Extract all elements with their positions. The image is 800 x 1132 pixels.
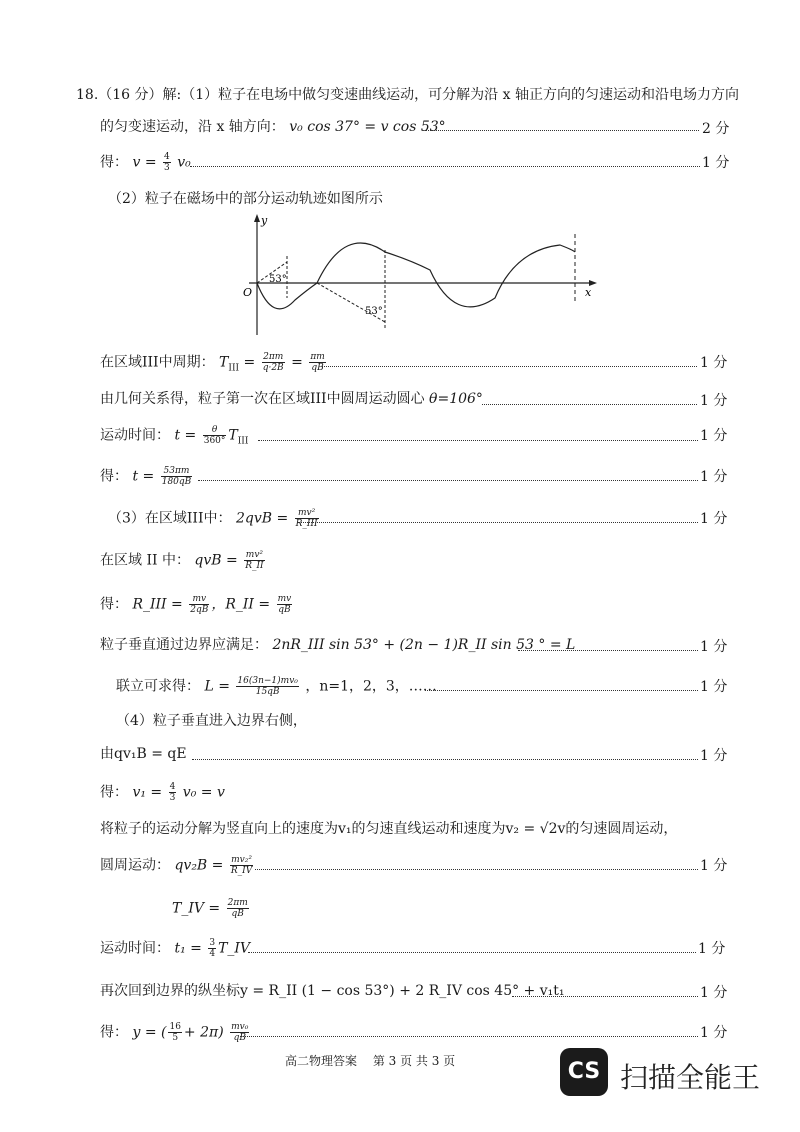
q18-line1: 18.（16 分）解:（1）粒子在电场中做匀变速曲线运动，可分解为沿 x 轴正方向的匀速运动和沿电场力方向: [76, 87, 739, 103]
dots: [298, 522, 698, 523]
score: 1 分: [698, 941, 726, 957]
eq-boundary: [100, 636, 575, 654]
fraction: $\frac{4}{3}$: [169, 782, 176, 803]
eq-radii: [100, 594, 294, 615]
eq-circular: [100, 855, 255, 876]
eq-part: v₁ =: [132, 784, 163, 801]
eq-vx: v₀ cos 37° = v cos 53°: [289, 119, 446, 135]
decompose-line: 将粒子的运动分解为竖直向上的速度为v₁的匀速直线运动和速度为v₂ = √2v的匀速圆周运动，: [100, 821, 678, 837]
dots: [248, 952, 696, 953]
eq-part: ，n=1，2，3，……: [305, 678, 437, 695]
eq-v1: [100, 782, 225, 803]
fraction: $\frac{16}{5}$: [169, 1022, 181, 1043]
eq-part: θ=106°: [429, 391, 483, 407]
label: 运动时间：: [100, 427, 170, 444]
eq-part: T_IV: [218, 940, 251, 957]
score: 1 分: [700, 355, 728, 371]
trajectory-figure: [235, 210, 605, 340]
score: 1 分: [700, 985, 728, 1001]
score: 1 分: [700, 679, 728, 695]
q18-line2: [100, 118, 446, 136]
score: 1 分: [700, 639, 728, 655]
eq-part: y = (: [132, 1024, 167, 1041]
label: （3）在区域III中：: [108, 510, 232, 527]
eq-part: T: [219, 354, 229, 371]
camscanner-logo: CS: [560, 1048, 608, 1096]
dots: [482, 404, 697, 405]
camscanner-brand: 扫描全能王: [620, 1061, 761, 1094]
dots: [255, 869, 698, 870]
geometry-line: [100, 390, 483, 408]
eq-period: 在区域III中周期： $T_{III}$ = $\frac{2\pi m}{q\cdot 2B}$ = $\frac{\pi m}{qB}$: [100, 352, 325, 374]
y-label: y: [261, 214, 268, 227]
eq-part: v =: [132, 154, 157, 171]
score: 1 分: [700, 511, 728, 527]
label: 在区域 II 中：: [100, 552, 190, 569]
fraction: $\frac{\text{16(3n−1)mv₀}}{15qB}$: [237, 676, 298, 697]
eq-part: t =: [174, 427, 197, 444]
eq-L: [116, 676, 437, 697]
fraction: $\frac{2\pi m}{q\cdot 2B}$: [262, 352, 284, 373]
eq-part: L =: [204, 678, 230, 695]
score: 2 分: [702, 121, 730, 137]
fraction: $\frac{4}{3}$: [164, 152, 170, 173]
eq-y-coordinate: 再次回到边界的纵坐标y = R_II (1 − cos 53°) + 2 R_IV cos 45° + v₁t₁: [100, 983, 565, 999]
eq-part: t =: [132, 468, 155, 485]
eq-part: t₁ =: [174, 940, 202, 957]
eq-region3: [108, 508, 321, 529]
eq-part: v₀ = v: [182, 784, 225, 801]
fraction: $\frac{\text{mv²}}{\text{R\_III}}$: [295, 508, 318, 529]
label: 得：: [100, 154, 128, 171]
fraction: $\frac{\theta}{360^\circ}$: [203, 425, 226, 446]
eq-balance: 由qv₁B = qE: [100, 746, 187, 762]
label: 联立可求得：: [116, 678, 200, 695]
eq-t1: [100, 938, 250, 959]
angle-label-2: 53°: [365, 306, 383, 317]
score: 1 分: [702, 155, 730, 171]
score: 1 分: [700, 469, 728, 485]
label: 圆周运动：: [100, 857, 170, 874]
dots: [518, 650, 698, 651]
part2-intro: （2）粒子在磁场中的部分运动轨迹如图所示: [108, 191, 383, 207]
eq-part: v₀: [177, 154, 191, 171]
label: 得：: [100, 468, 128, 485]
subscript: III: [237, 436, 249, 447]
subscript: III: [228, 363, 240, 374]
label: 在区域III中周期：: [100, 354, 215, 371]
origin-label: O: [243, 286, 253, 299]
eq-time: [100, 425, 248, 450]
eq-T4: [172, 898, 251, 919]
score: 1 分: [700, 1025, 728, 1041]
eq-time-result: [100, 466, 194, 487]
fraction: $\frac{3}{4}$: [209, 938, 216, 959]
page-footer: 高二物理答案 第 3 页 共 3 页: [285, 1054, 456, 1068]
score: 1 分: [700, 748, 728, 764]
y-axis-arrow: [254, 214, 260, 222]
label: 得：: [100, 1024, 128, 1041]
eq-part: 2qvB =: [235, 510, 289, 527]
eq-part: ，R_II =: [211, 596, 271, 613]
label: 得：: [100, 784, 128, 801]
fraction: $\frac{\text{mv²}}{R\_II}$: [245, 550, 264, 571]
eq-v: [100, 152, 191, 173]
eq-y-result: [100, 1022, 251, 1043]
x-label: x: [585, 286, 592, 299]
label: 得：: [100, 596, 128, 613]
eq-part: T: [228, 427, 238, 444]
eq-part: + 2π): [183, 1024, 224, 1041]
eq-region2: [100, 550, 267, 571]
dots: [512, 996, 698, 997]
text: 由几何关系得，粒子第一次在区域III中圆周运动圆心: [100, 391, 425, 407]
dots: [258, 440, 698, 441]
dots: [425, 690, 698, 691]
dots: [322, 366, 697, 367]
eq-part: 2nR_III sin 53° + (2n − 1)R_II sin 53 ° = L: [272, 637, 576, 653]
label: 运动时间：: [100, 940, 170, 957]
fraction: $\frac{2\pi m}{qB}$: [227, 898, 248, 919]
score: 1 分: [700, 858, 728, 874]
fraction: $\frac{mv}{qB}$: [277, 594, 292, 615]
q18-line2-text: 的匀变速运动，沿 x 轴方向：: [100, 119, 285, 135]
dots: [192, 759, 698, 760]
label: 粒子垂直通过边界应满足：: [100, 637, 268, 653]
eq-part: T_IV =: [172, 900, 221, 917]
score: 1 分: [700, 428, 728, 444]
angle-label-1: 53°: [269, 274, 287, 285]
fraction: $\frac{\text{mv₂²}}{R\_IV}$: [230, 855, 253, 876]
eq-part: qv₂B =: [174, 857, 224, 874]
dots: [190, 166, 700, 167]
dots: [198, 480, 698, 481]
fraction: $\frac{53\pi m}{180qB}$: [161, 466, 192, 487]
dots: [425, 130, 699, 131]
trajectory-path: [257, 243, 575, 309]
score: 1 分: [700, 393, 728, 409]
fraction: $\frac{\text{mv₀}}{qB}$: [231, 1022, 249, 1043]
part4-intro: （4）粒子垂直进入边界右侧，: [116, 713, 307, 729]
fraction: $\frac{\pi m}{qB}$: [310, 352, 325, 373]
dots: [240, 1036, 698, 1037]
fraction: $\frac{mv}{2qB}$: [190, 594, 209, 615]
eq-part: R_III =: [132, 596, 183, 613]
eq-part: qvB =: [194, 552, 238, 569]
